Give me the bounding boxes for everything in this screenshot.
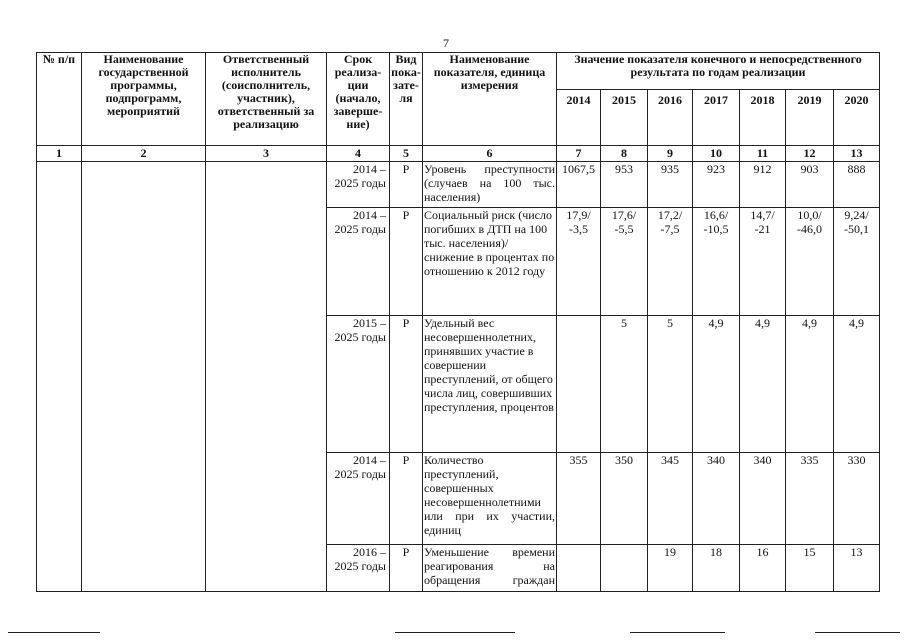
indicator-cell: Удельный вес несовершеннолетних, принявших участие в совершении преступлений, от общего числа лиц, совершивших преступления, процентов	[423, 316, 557, 453]
column-number: 8	[601, 146, 648, 162]
value-cell: 4,9	[693, 316, 740, 453]
cell-num-empty	[37, 162, 82, 592]
value-cell: 335	[786, 453, 834, 545]
term-cell: 2015 – 2025 годы	[327, 316, 390, 453]
value-cell: 17,9/ -3,5	[557, 208, 601, 316]
value-cell	[557, 316, 601, 453]
kind-cell: Р	[390, 453, 423, 545]
column-number: 12	[786, 146, 834, 162]
column-number: 6	[423, 146, 557, 162]
term-cell: 2014 – 2025 годы	[327, 208, 390, 316]
value-cell: 5	[648, 316, 693, 453]
kind-cell: Р	[390, 208, 423, 316]
value-cell	[557, 545, 601, 592]
value-cell: 923	[693, 162, 740, 208]
header-kind: Вид пока-зате-ля	[390, 53, 423, 146]
column-number: 1	[37, 146, 82, 162]
header-term: Срок реализа-ции (начало, заверше-ние)	[327, 53, 390, 146]
value-cell: 15	[786, 545, 834, 592]
value-cell: 345	[648, 453, 693, 545]
year-header: 2016	[648, 90, 693, 146]
kind-cell: Р	[390, 545, 423, 592]
value-cell: 912	[740, 162, 786, 208]
column-number: 10	[693, 146, 740, 162]
value-cell: 888	[834, 162, 880, 208]
header-executor: Ответственный исполнитель (соисполнитель, участник), ответственный за реализацию	[206, 53, 327, 146]
value-cell	[601, 545, 648, 592]
header-program: Наименование государственной программы, подпрограмм, мероприятий	[82, 53, 206, 146]
column-number: 3	[206, 146, 327, 162]
header-row	[37, 53, 880, 90]
column-number: 7	[557, 146, 601, 162]
column-number: 13	[834, 146, 880, 162]
table-row	[37, 162, 880, 208]
value-cell: 18	[693, 545, 740, 592]
value-cell: 13	[834, 545, 880, 592]
year-header: 2019	[786, 90, 834, 146]
column-number: 5	[390, 146, 423, 162]
value-cell: 19	[648, 545, 693, 592]
indicator-cell: Уменьшение времени реагирования на обращения граждан	[423, 545, 557, 592]
header-indicator: Наименование показателя, единица измерения	[423, 53, 557, 146]
value-cell: 10,0/ -46,0	[786, 208, 834, 316]
value-cell: 16,6/ -10,5	[693, 208, 740, 316]
value-cell: 330	[834, 453, 880, 545]
value-cell: 4,9	[740, 316, 786, 453]
term-cell: 2014 – 2025 годы	[327, 453, 390, 545]
indicator-cell: Количество преступлений, совершенных несовершеннолетними или при их участии, единиц	[423, 453, 557, 545]
year-header: 2015	[601, 90, 648, 146]
column-number: 11	[740, 146, 786, 162]
year-header: 2018	[740, 90, 786, 146]
footer-rule-right	[630, 632, 725, 633]
footer-rule-left	[8, 632, 100, 633]
kind-cell: Р	[390, 162, 423, 208]
value-cell: 340	[693, 453, 740, 545]
value-cell: 903	[786, 162, 834, 208]
column-numbers-row	[37, 146, 880, 162]
value-cell: 17,2/ -7,5	[648, 208, 693, 316]
indicator-cell: Социальный риск (число погибших в ДТП на 100 тыс. населения)/снижение в процентах по отношению к 2012 году	[423, 208, 557, 316]
value-cell: 16	[740, 545, 786, 592]
value-cell: 350	[601, 453, 648, 545]
value-cell: 355	[557, 453, 601, 545]
value-cell: 14,7/ -21	[740, 208, 786, 316]
value-cell: 4,9	[834, 316, 880, 453]
value-cell: 340	[740, 453, 786, 545]
value-cell: 5	[601, 316, 648, 453]
header-values-group: Значение показателя конечного и непосредственного результата по годам реализации	[557, 53, 880, 90]
value-cell: 1067,5	[557, 162, 601, 208]
value-cell: 17,6/ -5,5	[601, 208, 648, 316]
year-header: 2020	[834, 90, 880, 146]
column-number: 9	[648, 146, 693, 162]
column-number: 2	[82, 146, 206, 162]
value-cell: 953	[601, 162, 648, 208]
page-number: 7	[443, 36, 449, 50]
value-cell: 4,9	[786, 316, 834, 453]
cell-executor-empty	[206, 162, 327, 592]
value-cell: 935	[648, 162, 693, 208]
year-header: 2017	[693, 90, 740, 146]
year-header: 2014	[557, 90, 601, 146]
term-cell: 2016 – 2025 годы	[327, 545, 390, 592]
value-cell: 9,24/ -50,1	[834, 208, 880, 316]
indicators-table	[36, 52, 880, 592]
kind-cell: Р	[390, 316, 423, 453]
column-number: 4	[327, 146, 390, 162]
footer-rule-center	[395, 632, 515, 633]
indicator-cell: Уровень преступности (случаев на 100 тыс. населения)	[423, 162, 557, 208]
cell-program-empty	[82, 162, 206, 592]
footer-rule-far-right	[815, 632, 900, 633]
header-num: № п/п	[37, 53, 82, 146]
term-cell: 2014 – 2025 годы	[327, 162, 390, 208]
